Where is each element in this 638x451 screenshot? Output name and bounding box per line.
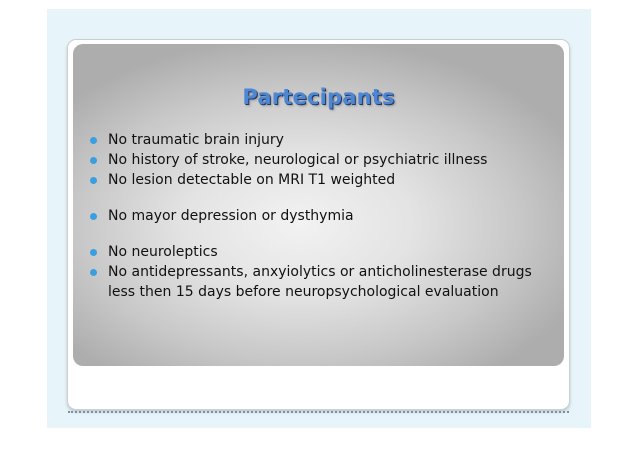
bullet-dot-icon — [90, 213, 97, 220]
bullet-text: No traumatic brain injury — [108, 132, 284, 148]
bullet-text: No neuroleptics — [108, 244, 218, 260]
bullet-text: No lesion detectable on MRI T1 weighted — [108, 172, 396, 188]
bullet-item — [87, 262, 557, 302]
slide-frame — [47, 9, 591, 428]
bullet-list — [87, 130, 557, 302]
bullet-dot-icon — [90, 249, 97, 256]
bullet-item — [87, 130, 557, 150]
bullet-dot-icon — [90, 269, 97, 276]
bullet-dot-icon — [90, 157, 97, 164]
bullet-item — [87, 206, 557, 226]
slide-card — [67, 39, 570, 410]
bullet-text: No antidepressants, anxyiolytics or anticholinesterase drugs less then 15 days before neuropsychological evaluation — [108, 264, 532, 300]
bullet-dot-icon — [90, 177, 97, 184]
bullet-dot-icon — [90, 137, 97, 144]
slide-title: Partecipants — [242, 85, 395, 109]
content-panel — [73, 44, 564, 366]
bullet-item — [87, 170, 557, 190]
bullet-text: No mayor depression or dysthymia — [108, 208, 354, 224]
bullet-item — [87, 242, 557, 262]
bullet-text: No history of stroke, neurological or psychiatric illness — [108, 152, 488, 168]
bullet-item — [87, 150, 557, 170]
